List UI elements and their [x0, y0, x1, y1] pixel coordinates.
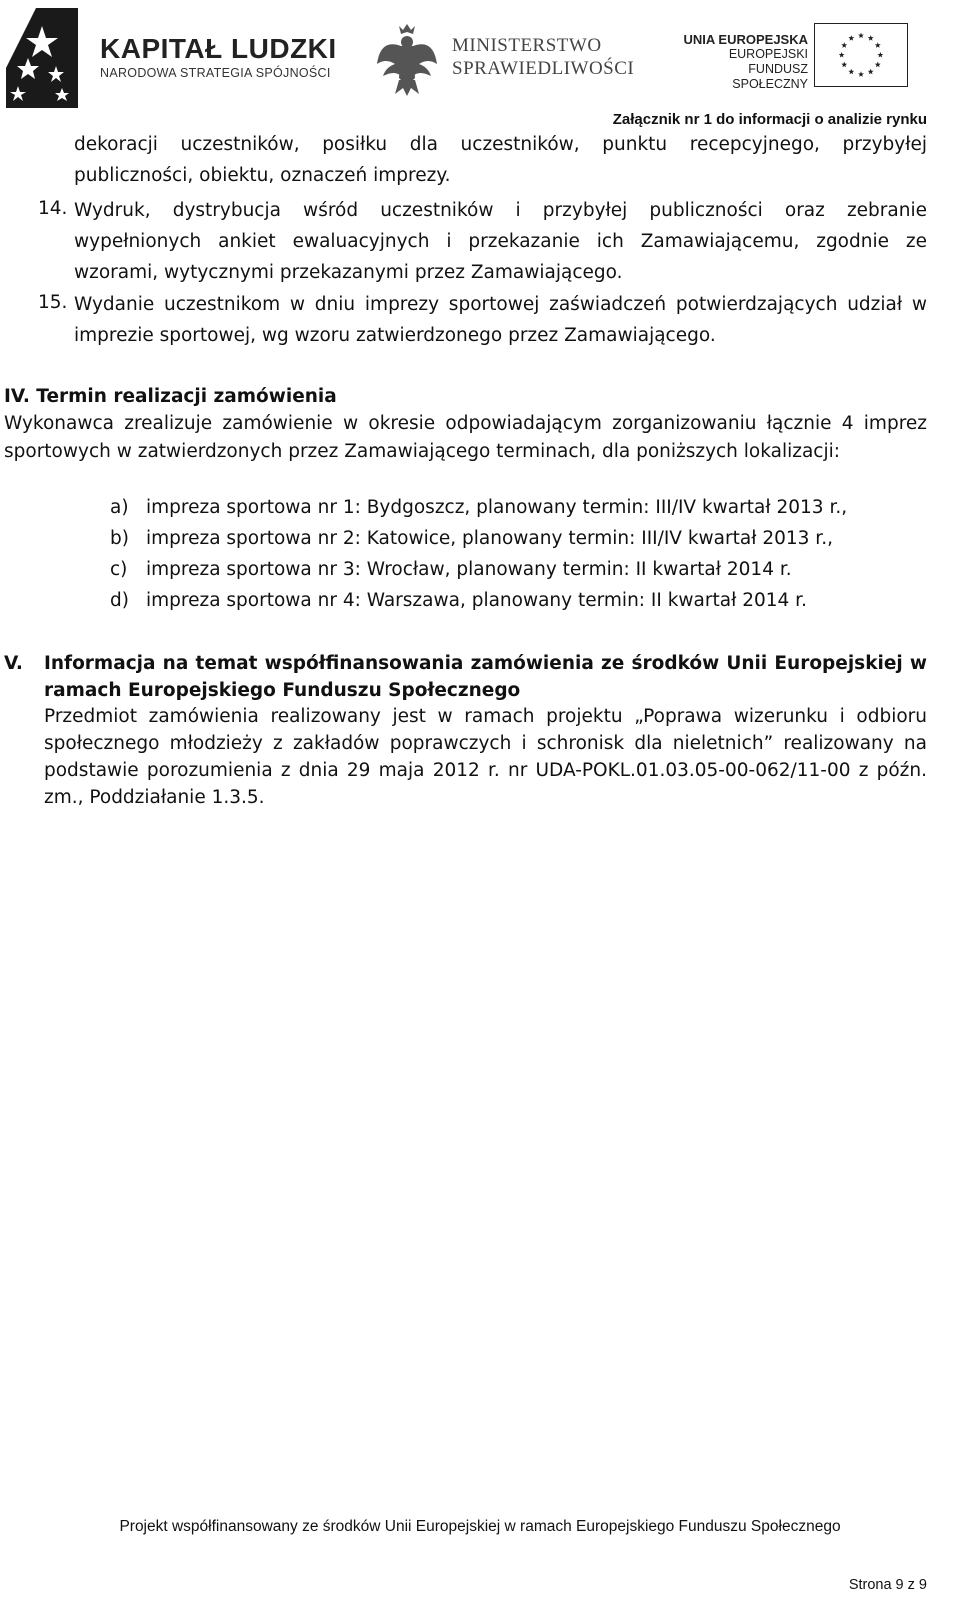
event-label: d) [110, 590, 129, 611]
eu-star-icon [858, 71, 864, 77]
eu-star-icon [848, 69, 854, 75]
eu-star-icon [839, 52, 845, 58]
event-text: impreza sportowa nr 1: Bydgoszcz, planowany termin: III/IV kwartał 2013 r., [146, 497, 848, 518]
ministry-line-2: SPRAWIEDLIWOŚCI [452, 58, 635, 79]
eu-line-1: UNIA EUROPEJSKA [683, 32, 808, 47]
kapital-ludzki-wordmark [100, 34, 337, 80]
eu-flag-icon [814, 23, 908, 87]
eu-star-icon [841, 62, 847, 68]
event-item [110, 525, 833, 552]
footer-text: Projekt współfinansowany ze środków Unii Europejskiej w ramach Europejskiego Funduszu Społecznego [119, 1518, 841, 1535]
item-14-number: 14. [38, 198, 68, 219]
eu-line-2: EUROPEJSKI [728, 47, 808, 61]
event-text: impreza sportowa nr 4: Warszawa, planowany termin: II kwartał 2014 r. [146, 590, 807, 611]
eu-star-icon [848, 35, 854, 41]
eu-star-icon [868, 69, 874, 75]
event-label: b) [110, 528, 129, 549]
item-15-number: 15. [38, 292, 68, 313]
eu-wordmark [678, 32, 808, 92]
section-5-text: Przedmiot zamówienia realizowany jest w ramach projektu „Poprawa wizerunku i odbioru społecznego młodzieży z zakładów poprawczych i schronisk dla nieletnich” realizowany na podstawie porozumienia z dnia 29 maja 2012 r. nr UDA-POKL.01.03.05-00-062/11-00 z późn. zm., Poddziałanie 1.3.5. [44, 706, 927, 808]
page-number: Strona 9 z 9 [848, 1577, 927, 1593]
polish-eagle-emblem-icon [375, 20, 439, 98]
continuation-line-2: publiczności, obiektu, oznaczeń imprezy. [74, 165, 451, 186]
item-14-text: Wydruk, dystrybucja wśród uczestników i przybyłej publiczności oraz zebranie wypełnionych ankiet ewaluacyjnych i przekazanie ich Zamawiającemu, zgodnie ze wzorami, wytycznymi przekazanymi przez Zamawiającego. [74, 200, 927, 283]
annex-label: Załącznik nr 1 do informacji o analizie rynku [612, 111, 927, 128]
eu-line-3: FUNDUSZ SPOŁECZNY [732, 62, 808, 91]
event-item [110, 587, 807, 614]
section-4-text: Wykonawca zrealizuje zamówienie w okresie odpowiadającym zorganizowaniu łącznie 4 imprez sportowych w zatwierdzonych przez Zamawiającego terminach, dla poniższych lokalizacji: [4, 413, 927, 462]
ministry-wordmark [452, 34, 634, 80]
event-label: a) [110, 497, 129, 518]
event-text: impreza sportowa nr 3: Wrocław, planowany termin: II kwartał 2014 r. [146, 559, 792, 580]
event-label: c) [110, 559, 128, 580]
eu-star-icon [875, 42, 881, 48]
eu-star-icon [841, 42, 847, 48]
kapital-ludzki-logo-icon [6, 8, 78, 108]
event-item [110, 494, 847, 521]
section-5-number: V. [4, 653, 23, 674]
section-5-heading: Informacja na temat współfinansowania zamówienia ze środków Unii Europejskiej w ramach Europejskiego Funduszu Społecznego [44, 653, 927, 701]
page-header [0, 0, 960, 112]
continuation-line-1: dekoracji uczestników, posiłku dla uczestników, punktu recepcyjnego, przybyłej [74, 134, 927, 155]
eu-star-icon [875, 62, 881, 68]
eu-star-icon [858, 33, 864, 39]
item-15-text: Wydanie uczestnikom w dniu imprezy sportowej zaświadczeń potwierdzających udział w imprezie sportowej, wg wzoru zatwierdzonego przez Zamawiającego. [74, 294, 927, 346]
event-text: impreza sportowa nr 2: Katowice, planowany termin: III/IV kwartał 2013 r., [146, 528, 833, 549]
eu-star-icon [877, 52, 883, 58]
section-4-heading: IV. Termin realizacji zamówienia [4, 386, 337, 407]
kapital-ludzki-subtitle: NARODOWA STRATEGIA SPÓJNOŚCI [100, 66, 331, 80]
ministry-line-1: MINISTERSTWO [452, 35, 602, 56]
kapital-ludzki-title: KAPITAŁ LUDZKI [100, 33, 337, 64]
eu-star-icon [868, 35, 874, 41]
event-item [110, 556, 792, 583]
